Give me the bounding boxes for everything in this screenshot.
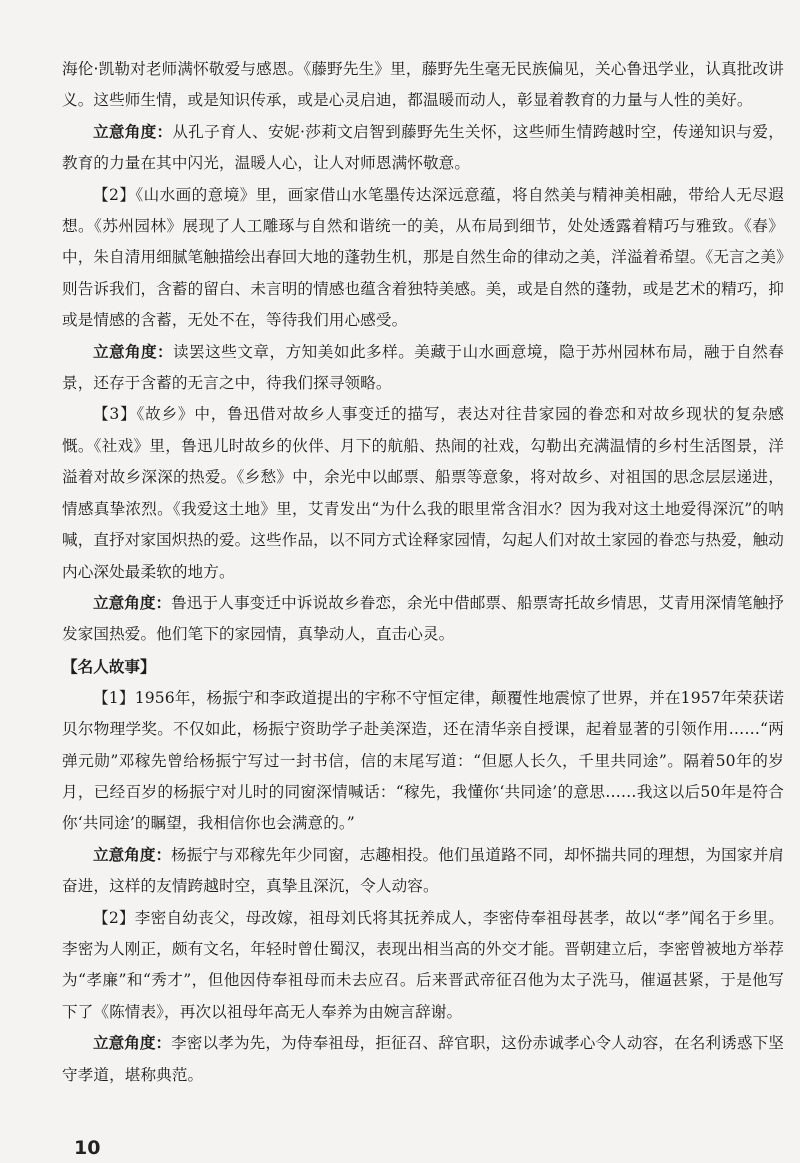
body-paragraph: 海伦·凯勒对老师满怀敬爱与感恩。《藤野先生》里，藤野先生毫无民族偏见，关心鲁迅学业，认真批改讲义。这些师生情，或是知识传承，或是心灵启迪，都温暖而动人，彰显着教育的力量与人性的美好。	[62, 60, 784, 110]
theme-angle-paragraph	[62, 840, 784, 903]
body-paragraph: 【2】《山水画的意境》里，画家借山水笔墨传达深远意蕴，将自然美与精神美相融，带给人无尽遐想。《苏州园林》展现了人工雕琢与自然和谐统一的美，从布局到细节，处处透露着精巧与雅致。《春》中，朱自清用细腻笔触描绘出春回大地的蓬勃生机，那是自然生命的律动之美，洋溢着希望。《无言之美》则告诉我们，含蓄的留白、未言明的情感也蕴含着独特美感。美，或是自然的蓬勃，或是艺术的精巧，抑或是情感的含蓄，无处不在，等待我们用心感受。	[62, 185, 785, 330]
theme-angle-text: 杨振宁与邓稼先年少同窗，志趣相投。他们虽道路不同，却怀揣共同的理想，为国家并肩奋进，这样的友情跨越时空，真挚且深沉，令人动容。	[62, 845, 784, 896]
theme-angle-label: 立意角度：	[93, 122, 173, 141]
page-number: 10	[74, 1137, 101, 1159]
body-paragraph: 【3】《故乡》中，鲁迅借对故乡人事变迁的描写，表达对往昔家园的眷恋和对故乡现状的复杂感慨。《社戏》里，鲁迅儿时故乡的伙伴、月下的航船、热闹的社戏，勾勒出充满温情的乡村生活图景，洋溢着对故乡深深的热爱。《乡愁》中，余光中以邮票、船票等意象，将对故乡、对祖国的思念层层递进，情感真挚浓烈。《我爱这土地》里，艾青发出“为什么我的眼里常含泪水？因为我对这土地爱得深沉”的呐喊，直抒对家国炽热的爱。这些作品，以不同方式诠释家园情，勾起人们对故土家园的眷恋与热爱，触动内心深处最柔软的地方。	[62, 405, 784, 581]
theme-angle-paragraph	[62, 1028, 784, 1091]
body-paragraph: 【1】1956年，杨振宁和李政道提出的宇称不守恒定律，颠覆性地震惊了世界，并在1957年荣获诺贝尔物理学奖。不仅如此，杨振宁资助学子赴美深造，还在清华亲自授课，起着显著的引领作用……“两弹元勋”邓稼先曾给杨振宁写过一封书信，信的末尾写道：“但愿人长久，千里共同途”。隔着50年的岁月，已经百岁的杨振宁对儿时的同窗深情喊话：“稼先，我懂你‘共同途’的意思……我这以后50年是符合你‘共同途’的瞩望，我相信你也会满意的。”	[62, 688, 784, 833]
section-heading: 【名人故事】	[62, 657, 156, 676]
theme-angle-label: 立意角度：	[93, 1034, 172, 1053]
theme-angle-paragraph	[62, 117, 784, 180]
theme-angle-label: 立意角度：	[93, 845, 172, 864]
theme-angle-text: 读罢这些文章，方知美如此多样。美藏于山水画意境，隐于苏州园林布局，融于自然春景，还存于含蓄的无言之中，待我们探寻领略。	[62, 342, 784, 393]
theme-angle-text: 鲁迅于人事变迁中诉说故乡眷恋，余光中借邮票、船票寄托故乡情思，艾青用深情笔触抒发家国热爱。他们笔下的家园情，真挚动人，直击心灵。	[62, 593, 784, 644]
theme-angle-paragraph	[62, 337, 784, 400]
body-paragraph: 【2】李密自幼丧父，母改嫁，祖母刘氏将其抚养成人，李密侍奉祖母甚孝，故以“孝”闻名于乡里。李密为人刚正，颇有文名，年轻时曾仕蜀汉，表现出相当高的外交才能。晋朝建立后，李密曾被地方举荐为“孝廉”和“秀才”，但他因侍奉祖母而未去应召。后来晋武帝征召他为太子洗马，催逼甚紧，于是他写下了《陈情表》，再次以祖母年高无人奉养为由婉言辞谢。	[62, 908, 784, 1021]
theme-angle-paragraph	[62, 588, 784, 651]
theme-angle-label: 立意角度：	[93, 342, 173, 361]
theme-angle-label: 立意角度：	[93, 593, 172, 612]
document-body	[62, 54, 784, 1091]
theme-angle-text: 李密以孝为先，为侍奉祖母，拒征召、辞官职，这份赤诚孝心令人动容，在名利诱惑下坚守孝道，堪称典范。	[62, 1034, 784, 1084]
theme-angle-text: 从孔子育人、安妮·莎莉文启智到藤野先生关怀，这些师生情跨越时空，传递知识与爱，教育的力量在其中闪光，温暖人心，让人对师恩满怀敬意。	[62, 122, 784, 173]
